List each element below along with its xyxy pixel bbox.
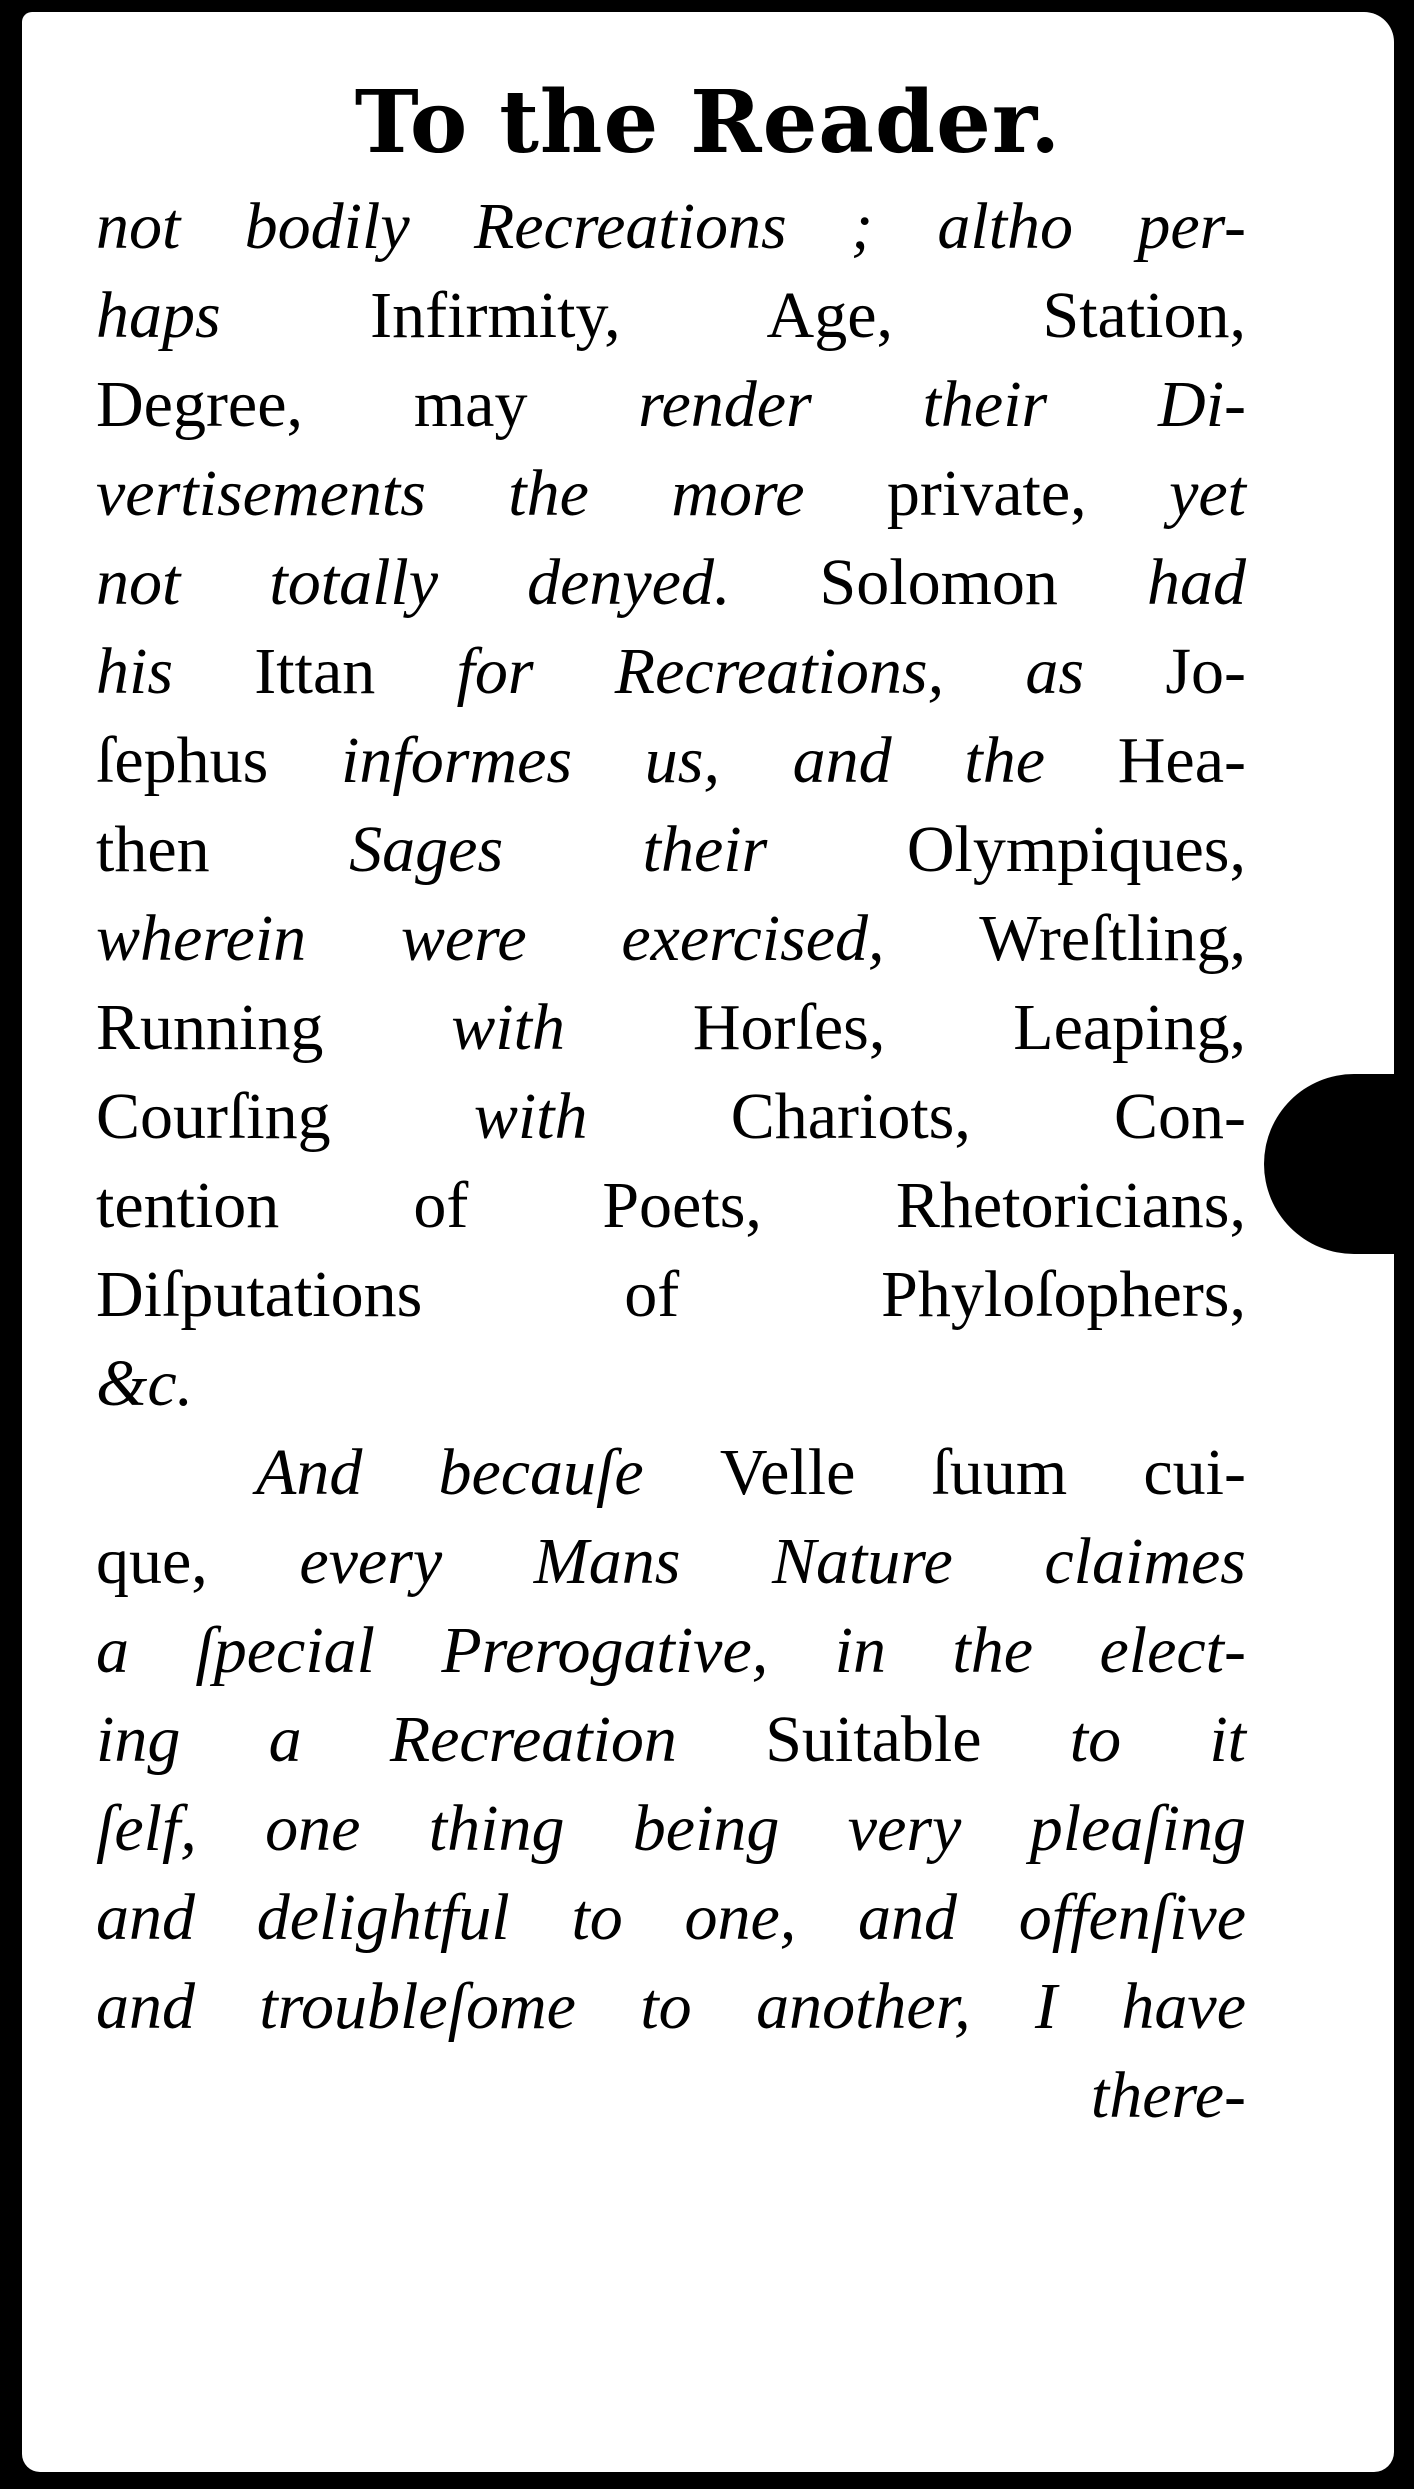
text-run: ſephus <box>96 724 342 797</box>
text-run: not totally denyed. <box>96 546 820 619</box>
text-run: Sages their <box>349 813 907 886</box>
text-line <box>96 894 1246 983</box>
text-line <box>96 983 1246 1072</box>
text-line <box>96 805 1246 894</box>
book-page <box>22 12 1394 2472</box>
text-run: Solomon <box>819 546 1147 619</box>
text-run: Jo- <box>1165 635 1246 708</box>
text-run: Diſputations of Phyloſophers, <box>96 1258 1246 1331</box>
text-run: yet <box>1086 457 1246 530</box>
text-run: Wreſtling, <box>979 902 1246 975</box>
text-line <box>96 182 1246 271</box>
text-run: his <box>96 635 255 708</box>
text-run: for Recreations, as <box>456 635 1166 708</box>
text-run: &c. <box>96 1347 194 1420</box>
text-line <box>96 538 1246 627</box>
text-line <box>96 1606 1246 1695</box>
text-line <box>96 1250 1246 1339</box>
text-run: Hea- <box>1117 724 1246 797</box>
text-line <box>96 627 1246 716</box>
text-line <box>96 1072 1246 1161</box>
text-line <box>96 1695 1246 1784</box>
text-line <box>96 1873 1246 1962</box>
text-line <box>96 449 1246 538</box>
text-line <box>96 360 1246 449</box>
text-line <box>96 1428 1246 1517</box>
text-run: then <box>96 813 350 886</box>
page-edge-shadow <box>1264 1074 1394 1254</box>
text-run: and delightful to one, and offenſive <box>96 1881 1246 1954</box>
text-line <box>96 271 1246 360</box>
text-run: every Mans Nature claimes <box>299 1525 1246 1598</box>
text-run: Infirmity, Age, Station, <box>220 279 1246 352</box>
running-header: To the Reader. <box>354 72 1062 173</box>
text-run: Velle ſuum cui- <box>719 1436 1246 1509</box>
text-run: And becauſe <box>256 1436 720 1509</box>
text-line <box>96 1161 1246 1250</box>
text-run: Running <box>96 991 452 1064</box>
text-run: ſelf, one thing being very pleaſing <box>96 1792 1246 1865</box>
text-run: informes us, and the <box>341 724 1118 797</box>
text-run: to it <box>1069 1703 1247 1776</box>
text-line <box>96 1962 1246 2051</box>
catchword: there- <box>1090 2059 1246 2132</box>
text-run: Horſes, Leaping, <box>692 991 1246 1064</box>
text-run: tention of Poets, Rhetoricians, <box>96 1169 1246 1242</box>
text-run: Chariots, Con- <box>730 1080 1246 1153</box>
text-run: not bodily Recreations ; altho per- <box>96 190 1246 263</box>
text-run: Ittan <box>254 635 457 708</box>
text-run: ing a Recreation <box>96 1703 766 1776</box>
text-run: private, <box>886 457 1087 530</box>
body-text <box>96 182 1246 2140</box>
text-line <box>96 1339 1246 1428</box>
text-run: vertisements the more <box>96 457 887 530</box>
text-run: Suitable <box>765 1703 1070 1776</box>
text-run: que, <box>96 1525 300 1598</box>
text-line <box>96 716 1246 805</box>
text-run: had <box>1147 546 1246 619</box>
text-line <box>96 1517 1246 1606</box>
text-run: render their Di- <box>638 368 1247 441</box>
text-run: Olympiques, <box>906 813 1246 886</box>
text-run: and troubleſome to another, I have <box>96 1970 1246 2043</box>
text-run: a ſpecial Prerogative, in the elect- <box>96 1614 1246 1687</box>
text-run: haps <box>96 279 221 352</box>
text-run: with <box>473 1080 731 1153</box>
text-run: Degree, may <box>96 368 639 441</box>
text-run: Courſing <box>96 1080 474 1153</box>
text-run: wherein were exercised, <box>96 902 980 975</box>
text-run: with <box>451 991 693 1064</box>
text-line <box>96 1784 1246 1873</box>
